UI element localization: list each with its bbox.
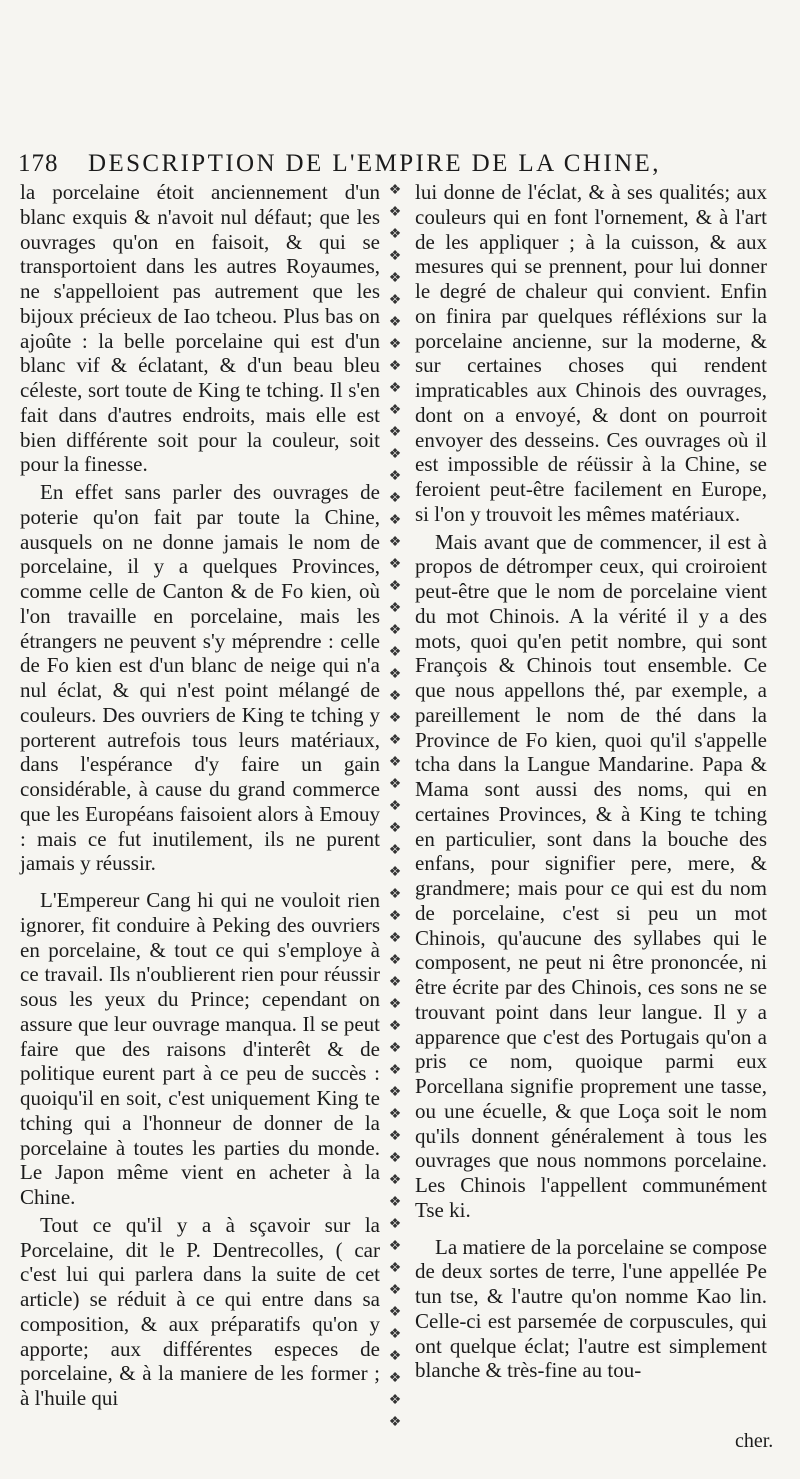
right-paragraph-3: La matiere de la porcelaine se compose de deux sortes de terre, l'une appellée Pe tun tse, & l'autre qu'on nomme Kao lin. Celle-ci est parsemée de corpuscules, qui ont quelque éclat; l'autre est simplement blanche & très-fine au tou- [415, 1234, 767, 1383]
divider-ornament-glyph: ❖ [388, 1371, 402, 1386]
left-paragraph-3: L'Empereur Cang hi qui ne vouloit rien ignorer, fit conduire à Peking des ouvriers en porcelaine, & tout ce qui s'employe à ce travail. Ils n'oublierent rien pour réussir sous les yeux du Prince; cependant on assure que leur ouvrage manqua. Il se peut faire que des raisons d'interêt & de politique eurent part à ce peu de succès : quoiqu'il en soit, c'est uniquement King te tching qui a l'honneur de donner de la porcelaine à toutes les parties du monde. Le Japon même vient en acheter à la Chine. [20, 888, 380, 1209]
catchword: cher. [735, 1430, 774, 1452]
divider-ornament-glyph: ❖ [388, 645, 402, 660]
divider-ornament-glyph: ❖ [388, 733, 402, 748]
divider-ornament-glyph: ❖ [388, 953, 402, 968]
divider-ornament-glyph: ❖ [388, 667, 402, 682]
divider-ornament-glyph: ❖ [388, 249, 402, 264]
running-header [18, 146, 788, 182]
divider-ornament-glyph: ❖ [388, 535, 402, 550]
divider-ornament-glyph: ❖ [388, 205, 402, 220]
divider-ornament-glyph: ❖ [388, 623, 402, 638]
divider-ornament-glyph: ❖ [388, 1283, 402, 1298]
divider-ornament-glyph: ❖ [388, 183, 402, 198]
divider-ornament-glyph: ❖ [388, 1151, 402, 1166]
right-column [415, 180, 767, 1383]
divider-ornament-glyph: ❖ [388, 1261, 402, 1276]
page-number: 178 [18, 150, 59, 177]
divider-ornament-glyph: ❖ [388, 381, 402, 396]
divider-ornament-glyph: ❖ [388, 799, 402, 814]
divider-ornament-glyph: ❖ [388, 1217, 402, 1232]
column-divider-ornament [384, 180, 406, 1430]
divider-ornament-glyph: ❖ [388, 1063, 402, 1078]
divider-ornament-glyph: ❖ [388, 1327, 402, 1342]
divider-ornament-glyph: ❖ [388, 447, 402, 462]
divider-ornament-glyph: ❖ [388, 1173, 402, 1188]
left-paragraph-2: En effet sans parler des ouvrages de poterie qu'on fait par toute la Chine, ausquels on ne donne jamais le nom de porcelaine, il y a quelques Provinces, comme celle de Canton & de Fo kien, où l'on travaille en porcelaine, mais les étrangers ne peuvent s'y méprendre : celle de Fo kien est d'un blanc de neige qui n'a nul éclat, & qui n'est point mélangé de couleurs. Des ouvriers de King te tching y porterent autrefois tous leurs matériaux, dans l'espérance d'y faire un gain considérable, à cause du grand commerce que les Européans faisoient alors à Emouy : mais ce fut inutilement, ils ne purent jamais y réussir. [20, 480, 380, 876]
divider-ornament-glyph: ❖ [388, 315, 402, 330]
divider-ornament-glyph: ❖ [388, 1107, 402, 1122]
divider-ornament-glyph: ❖ [388, 1085, 402, 1100]
divider-ornament-glyph: ❖ [388, 1393, 402, 1408]
divider-ornament-glyph: ❖ [388, 1305, 402, 1320]
left-column [20, 180, 380, 1411]
divider-ornament-glyph: ❖ [388, 689, 402, 704]
divider-ornament-glyph: ❖ [388, 1415, 402, 1430]
divider-ornament-glyph: ❖ [388, 1349, 402, 1364]
divider-ornament-glyph: ❖ [388, 359, 402, 374]
right-paragraph-1: lui donne de l'éclat, & à ses qualités; aux couleurs qui en font l'ornement, & à l'art de les appliquer ; à la cuisson, & aux mesures qui se prennent, pour lui donner le degré de chaleur qui convient. Enfin on finira par quelques réfléxions sur la porcelaine ancienne, sur la moderne, & sur certaines choses qui rendent impraticables aux Chinois des ouvrages, dont on a envoyé, & dont on pourroit envoyer des desseins. Ces ouvrages où il est impossible de réüssir à la Chine, se feroient peut-être facilement en Europe, si l'on y trouvoit les mêmes matériaux. [415, 180, 767, 526]
divider-ornament-glyph: ❖ [388, 711, 402, 726]
divider-ornament-glyph: ❖ [388, 227, 402, 242]
divider-ornament-glyph: ❖ [388, 293, 402, 308]
divider-ornament-glyph: ❖ [388, 755, 402, 770]
divider-ornament-glyph: ❖ [388, 271, 402, 286]
divider-ornament-glyph: ❖ [388, 865, 402, 880]
running-title: DESCRIPTION DE L'EMPIRE DE LA CHINE, [88, 150, 661, 177]
divider-ornament-glyph: ❖ [388, 777, 402, 792]
divider-ornament-glyph: ❖ [388, 1041, 402, 1056]
left-paragraph-1: la porcelaine étoit anciennement d'un blanc exquis & n'avoit nul défaut; que les ouvrages qu'on en faisoit, & qui se transportoient dans les autres Royaumes, ne s'appelloient pas autrement que les bijoux précieux de Iao tcheou. Plus bas on ajoûte : la belle porcelaine qui est d'un blanc vif & éclatant, & d'un beau bleu céleste, sort toute de King te tching. Il s'en fait dans d'autres endroits, mais elle est bien différente soit pour la couleur, soit pour la finesse. [20, 180, 380, 477]
divider-ornament-glyph: ❖ [388, 887, 402, 902]
divider-ornament-glyph: ❖ [388, 909, 402, 924]
divider-ornament-glyph: ❖ [388, 513, 402, 528]
divider-ornament-glyph: ❖ [388, 1239, 402, 1254]
divider-ornament-glyph: ❖ [388, 601, 402, 616]
divider-ornament-glyph: ❖ [388, 821, 402, 836]
divider-ornament-glyph: ❖ [388, 931, 402, 946]
divider-ornament-glyph: ❖ [388, 843, 402, 858]
divider-ornament-glyph: ❖ [388, 425, 402, 440]
divider-ornament-glyph: ❖ [388, 337, 402, 352]
divider-ornament-glyph: ❖ [388, 1195, 402, 1210]
right-paragraph-2: Mais avant que de commencer, il est à propos de détromper ceux, qui croiroient peut-être que le nom de porcelaine vient du mot Chinois. A la vérité il y a des mots, quoi qu'en petit nombre, qui sont François & Chinois tout ensemble. Ce que nous appellons thé, par exemple, a pareillement le nom de thé dans la Province de Fo kien, quoi qu'il s'appelle tcha dans la Langue Mandarine. Papa & Mama sont aussi des noms, qui en certaines Provinces, & à King te tching en particulier, sont dans la bouche des enfans, pour signifier pere, mere, & grandmere; mais pour ce qui est du nom de porcelaine, c'est si peu un mot Chinois, qu'aucune des syllabes qui le composent, ne peut ni être prononcée, ni être écrite par des Chinois, ces sons ne se trouvant point dans leur langue. Il y a apparence que c'est des Portugais qu'on a pris ce nom, quoique parmi eux Porcellana signifie proprement une tasse, ou une écuelle, & que Loça soit le nom qu'ils donnent généralement à tous les ouvrages que nous nommons porcelaine. Les Chinois l'appellent communément Tse ki. [415, 529, 767, 1222]
divider-ornament-glyph: ❖ [388, 403, 402, 418]
divider-ornament-glyph: ❖ [388, 1129, 402, 1144]
divider-ornament-glyph: ❖ [388, 997, 402, 1012]
left-paragraph-4: Tout ce qu'il y a à sçavoir sur la Porcelaine, dit le P. Dentrecolles, ( car c'est lui qui parlera dans la suite de cet article) se réduit à ce qui entre dans sa composition, & aux préparatifs qu'on y apporte; aux différentes especes de porcelaine, & à la maniere de les former ; à l'huile qui [20, 1212, 380, 1410]
divider-ornament-glyph: ❖ [388, 579, 402, 594]
divider-ornament-glyph: ❖ [388, 491, 402, 506]
divider-ornament-glyph: ❖ [388, 1019, 402, 1034]
divider-ornament-glyph: ❖ [388, 469, 402, 484]
divider-ornament-glyph: ❖ [388, 975, 402, 990]
divider-ornament-glyph: ❖ [388, 557, 402, 572]
